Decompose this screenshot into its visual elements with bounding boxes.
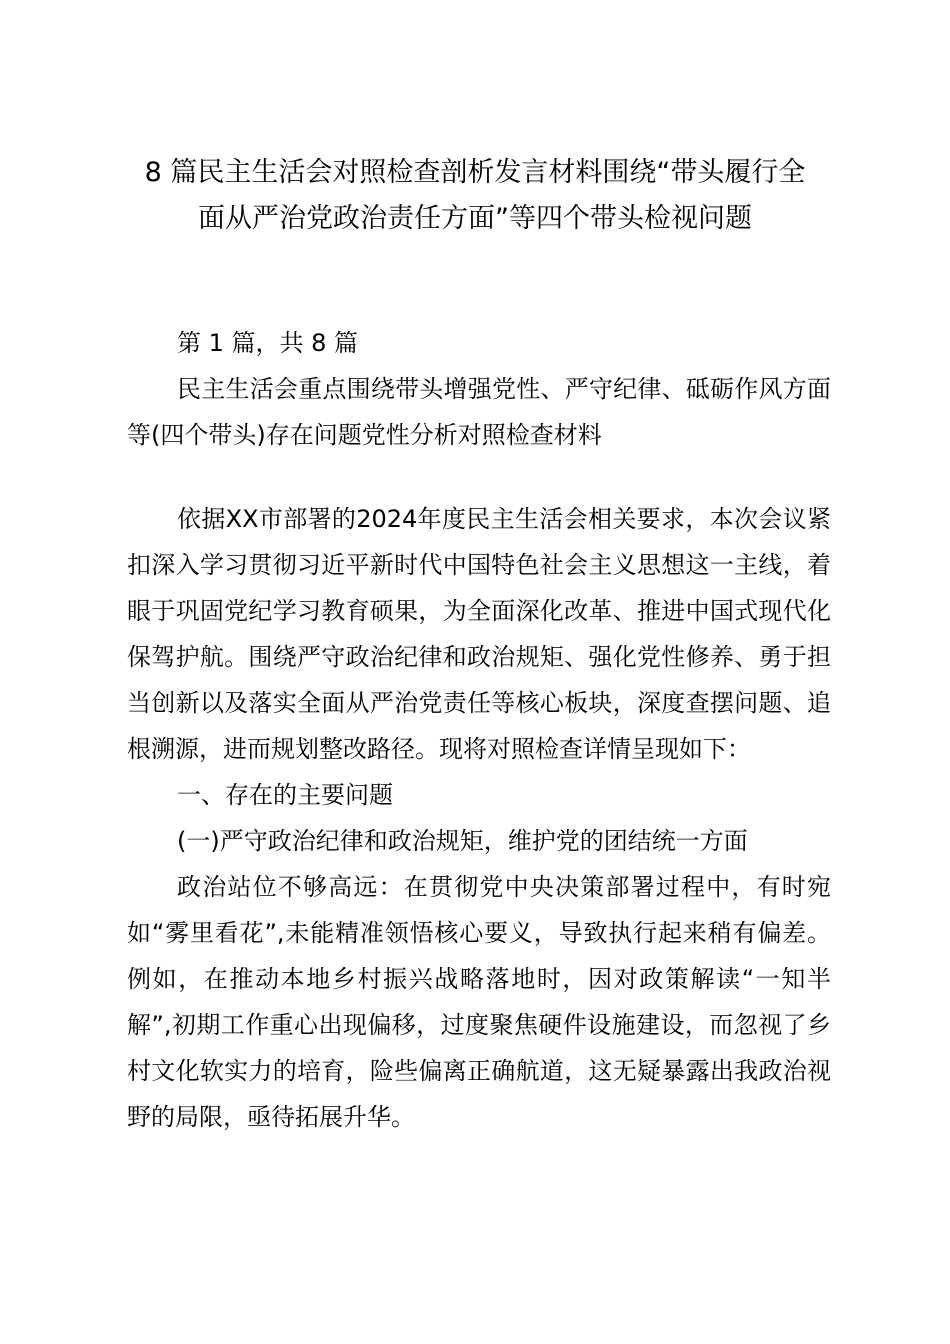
section-heading: 一、存在的主要问题 <box>177 781 393 809</box>
body-paragraph: 政治站位不够高远：在贯彻党中央决策部署过程中，有时宛如“雾里看花”,未能精准领悟核心要义，导致执行起来稍有偏差。例如，在推动本地乡村振兴战略落地时，因对政策解读“一知半解”,初期工作重心出现偏移，过度聚焦硬件设施建设，而忽视了乡村文化软实力的培育，险些偏离正确航道，这无疑暴露出我政治视野的局限，亟待拓展升华。 <box>127 873 831 1131</box>
title-line-1: 8 篇民主生活会对照检查剖析发言材料围绕“带头履行全 <box>144 157 806 188</box>
document-title <box>120 150 830 242</box>
part-label: 第 1 篇，共 8 篇 <box>177 329 359 357</box>
title-line-2: 面从严治党政治责任方面”等四个带头检视问题 <box>198 203 752 234</box>
document-body <box>127 496 831 1140</box>
subsection-heading: (一)严守政治纪律和政治规矩，维护党的团结统一方面 <box>177 827 748 855</box>
document-subtitle: 民主生活会重点围绕带头增强党性、严守纪律、砥砺作风方面等(四个带头)存在问题党性分析对照检查材料 <box>127 375 831 449</box>
part-header <box>127 320 831 458</box>
intro-paragraph: 依据XX市部署的2024年度民主生活会相关要求，本次会议紧扣深入学习贯彻习近平新时代中国特色社会主义思想这一主线，着眼于巩固党纪学习教育硕果，为全面深化改革、推进中国式现代化保驾护航。围绕严守政治纪律和政治规矩、强化党性修养、勇于担当创新以及落实全面从严治党责任等核心板块，深度查摆问题、追根溯源，进而规划整改路径。现将对照检查详情呈现如下： <box>127 505 831 763</box>
